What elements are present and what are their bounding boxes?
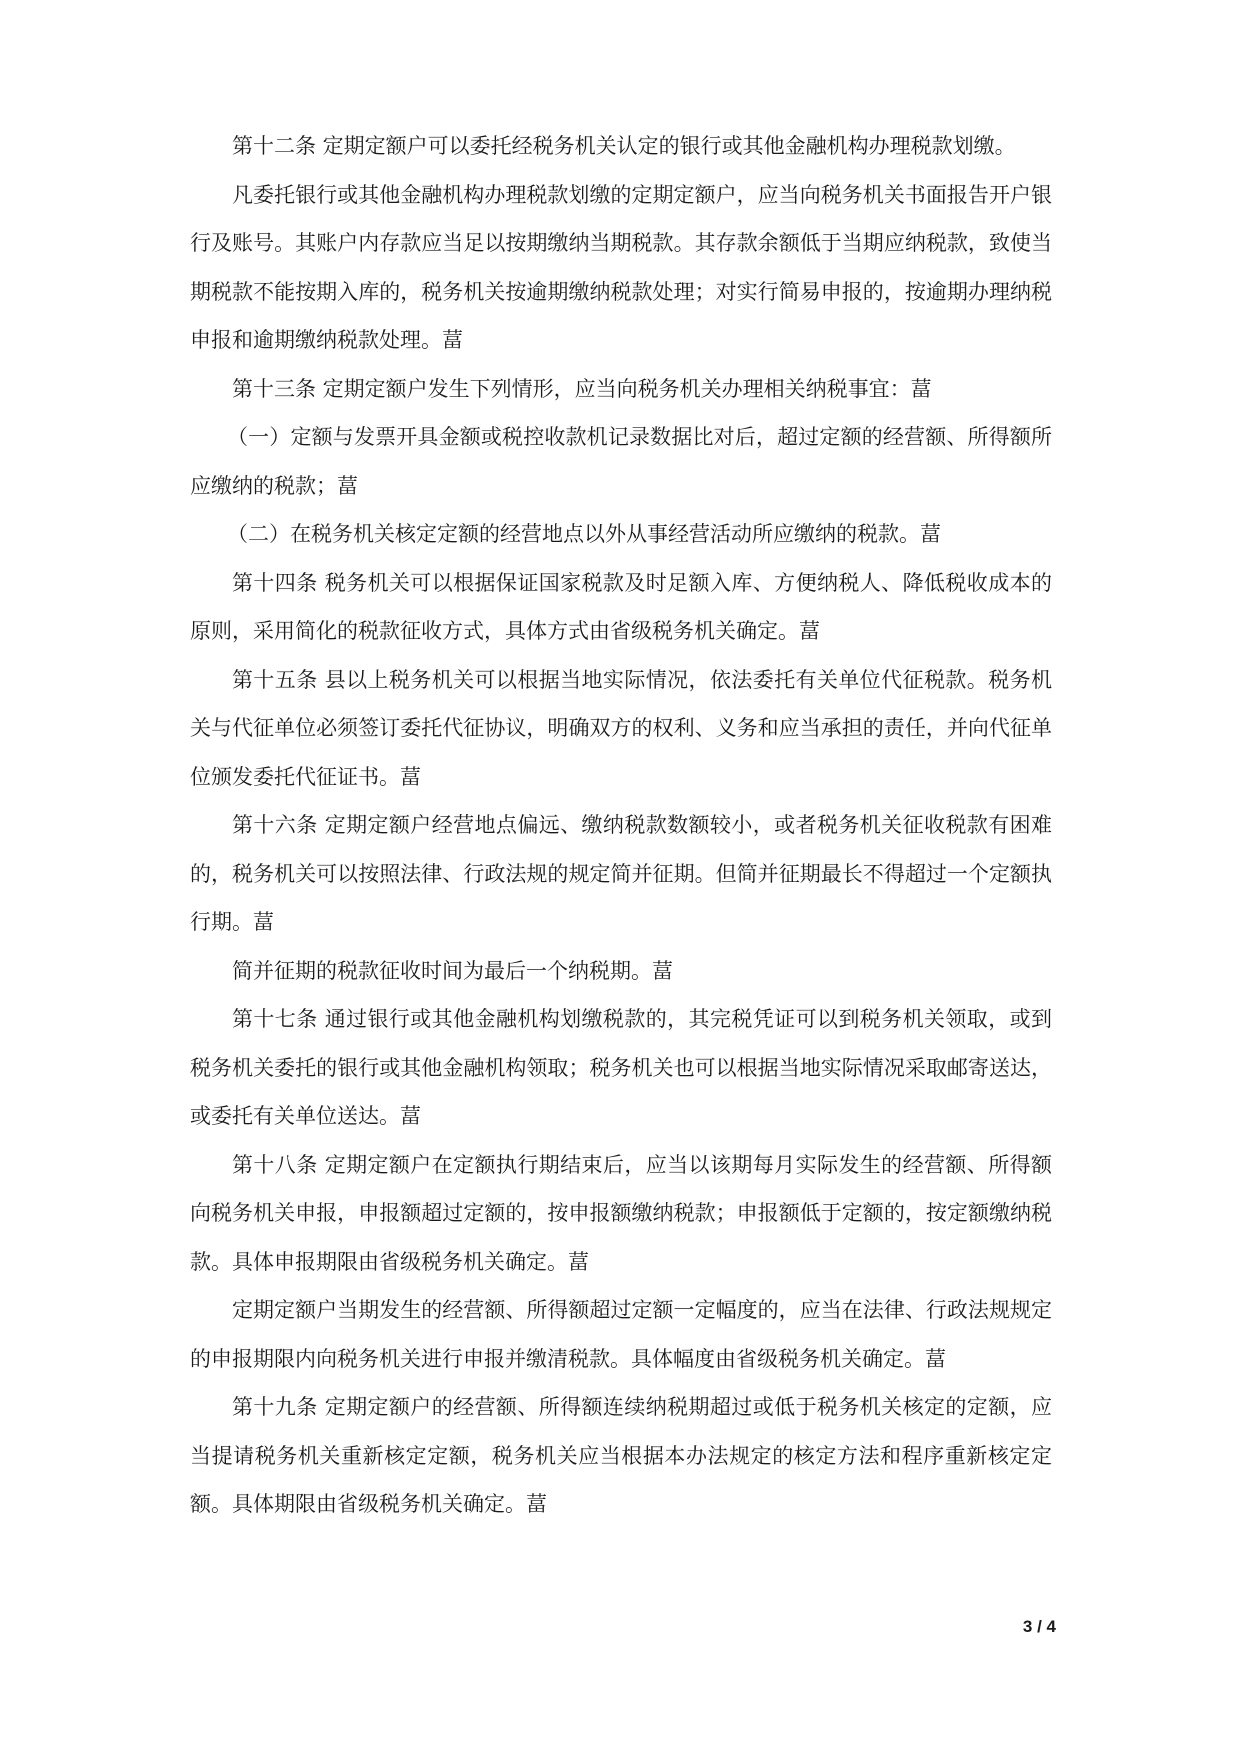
- paragraph-article-18: 第十八条 定期定额户在定额执行期结束后，应当以该期每月实际发生的经营额、所得额向税务机关申报，申报额超过定额的，按申报额缴纳税款；申报额低于定额的，按定额缴纳税款。具体申报期限由省级税务机关确定。葍: [190, 1152, 1052, 1274]
- paragraph-article-14: 第十四条 税务机关可以根据保证国家税款及时足额入库、方便纳税人、降低税收成本的原则，采用简化的税款征收方式，具体方式由省级税务机关确定。葍: [190, 570, 1052, 643]
- paragraph-article-13-item-1: （一）定额与发票开具金额或税控收款机记录数据比对后，超过定额的经营额、所得额所应缴纳的税款；葍: [190, 425, 1052, 498]
- paragraph-article-19: 第十九条 定期定额户的经营额、所得额连续纳税期超过或低于税务机关核定的定额，应当提请税务机关重新核定定额，税务机关应当根据本办法规定的核定方法和程序重新核定定额。具体期限由省级税务机关确定。葍: [190, 1395, 1052, 1516]
- paragraph-article-16: 第十六条 定期定额户经营地点偏远、缴纳税款数额较小，或者税务机关征收税款有困难的，税务机关可以按照法律、行政法规的规定简并征期。但简并征期最长不得超过一个定额执行期。葍: [190, 813, 1052, 934]
- paragraph-article-13: 第十三条 定期定额户发生下列情形，应当向税务机关办理相关纳税事宜：葍: [232, 376, 932, 401]
- document-body: [190, 122, 1052, 1529]
- paragraph-article-12: 第十二条 定期定额户可以委托经税务机关认定的银行或其他金融机构办理税款划缴。: [232, 134, 1016, 158]
- paragraph-article-18-detail: 定期定额户当期发生的经营额、所得额超过定额一定幅度的，应当在法律、行政法规规定的申报期限内向税务机关进行申报并缴清税款。具体幅度由省级税务机关确定。葍: [190, 1298, 1052, 1371]
- paragraph-article-13-item-2: （二）在税务机关核定定额的经营地点以外从事经营活动所应缴纳的税款。葍: [227, 522, 941, 546]
- paragraph-article-17: 第十七条 通过银行或其他金融机构划缴税款的，其完税凭证可以到税务机关领取，或到税务机关委托的银行或其他金融机构领取；税务机关也可以根据当地实际情况采取邮寄送达，或委托有关单位送达。葍: [190, 1007, 1052, 1128]
- paragraph-article-15: 第十五条 县以上税务机关可以根据当地实际情况，依法委托有关单位代征税款。税务机关与代征单位必须签订委托代征协议，明确双方的权利、义务和应当承担的责任，并向代征单位颁发委托代征证书。葍: [190, 667, 1052, 789]
- paragraph-article-12-detail: 凡委托银行或其他金融机构办理税款划缴的定期定额户，应当向税务机关书面报告开户银行及账号。其账户内存款应当足以按期缴纳当期税款。其存款余额低于当期应纳税款，致使当期税款不能按期入库的，税务机关按逾期缴纳税款处理；对实行简易申报的，按逾期办理纳税申报和逾期缴纳税款处理。葍: [190, 182, 1052, 352]
- page-number: 3 / 4: [1022, 1617, 1056, 1636]
- paragraph-article-16-detail: 简并征期的税款征收时间为最后一个纳税期。葍: [232, 958, 673, 983]
